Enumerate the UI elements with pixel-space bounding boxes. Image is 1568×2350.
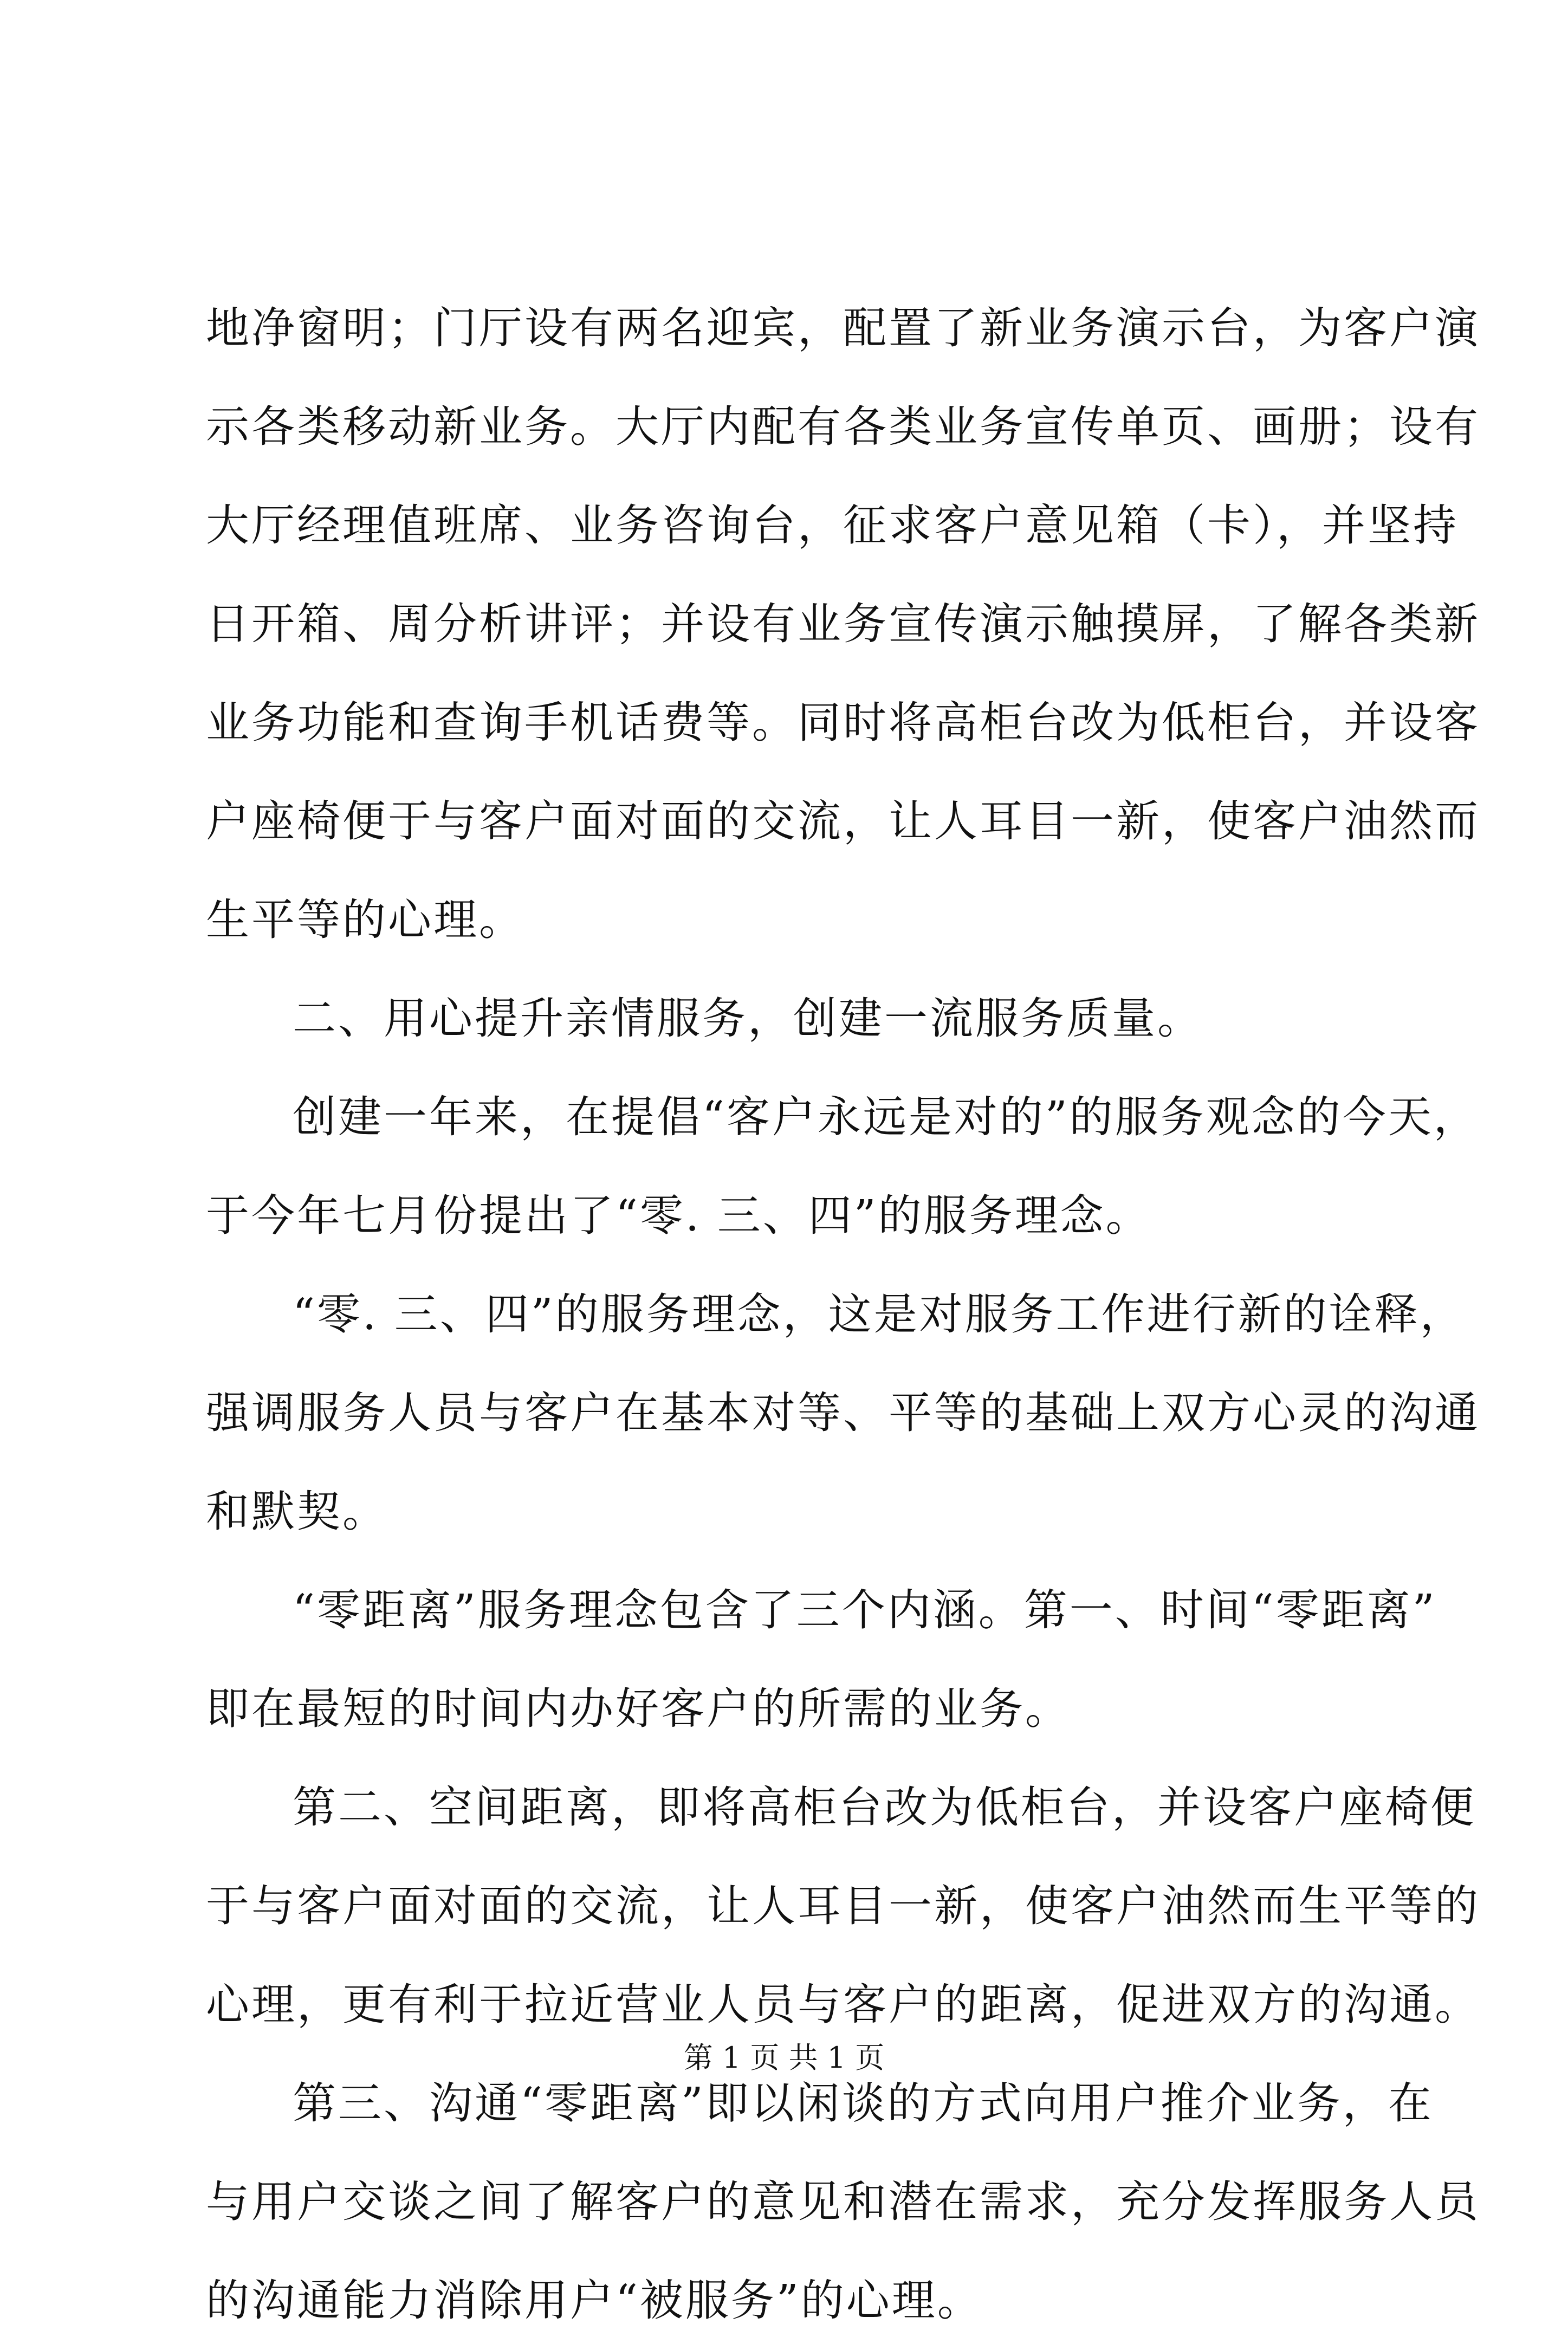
page-footer: 第 1 页 共 1 页 — [683, 2041, 885, 2075]
text-line: “零. 三、四”的服务理念，这是对服务工作进行新的诠释， — [293, 1289, 1466, 1339]
text-line: 心理，更有利于拉近营业人员与客户的距离，促进双方的沟通。 — [206, 1979, 1480, 2030]
text-line: 第二、空间距离，即将高柜台改为低柜台，并设客户座椅便 — [293, 1782, 1476, 1833]
text-line: 于与客户面对面的交流，让人耳目一新，使客户油然而生平等的 — [206, 1881, 1480, 1931]
text-line: 业务功能和查询手机话费等。同时将高柜台改为低柜台，并设客 — [206, 697, 1480, 748]
text-line: 强调服务人员与客户在基本对等、平等的基础上双方心灵的沟通 — [206, 1388, 1480, 1438]
text-line: 和默契。 — [206, 1486, 388, 1537]
text-line: 第三、沟通“零距离”即以闲谈的方式向用户推介业务，在 — [293, 2078, 1434, 2128]
text-line: 地净窗明；门厅设有两名迎宾，配置了新业务演示台，为客户演 — [206, 303, 1480, 353]
text-line: 于今年七月份提出了“零. 三、四”的服务理念。 — [206, 1190, 1151, 1241]
text-line: 即在最短的时间内办好客户的所需的业务。 — [206, 1684, 1071, 1734]
text-line: “零距离”服务理念包含了三个内涵。第一、时间“零距离” — [293, 1585, 1437, 1635]
text-line: 的沟通能力消除用户“被服务”的心理。 — [206, 2275, 983, 2326]
text-line: 示各类移动新业务。大厅内配有各类业务宣传单页、画册；设有 — [206, 402, 1480, 452]
text-line: 与用户交谈之间了解客户的意见和潜在需求，充分发挥服务人员 — [206, 2177, 1480, 2227]
text-line: 创建一年来，在提倡“客户永远是对的”的服务观念的今天， — [293, 1092, 1479, 1142]
text-line: 生平等的心理。 — [206, 895, 524, 945]
text-line: 二、用心提升亲情服务，创建一流服务质量。 — [293, 993, 1203, 1044]
text-line: 户座椅便于与客户面对面的交流，让人耳目一新，使客户油然而 — [206, 796, 1480, 846]
text-line: 大厅经理值班席、业务咨询台，征求客户意见箱（卡），并坚持 — [206, 500, 1459, 551]
text-line: 日开箱、周分析讲评；并设有业务宣传演示触摸屏，了解各类新 — [206, 599, 1480, 649]
